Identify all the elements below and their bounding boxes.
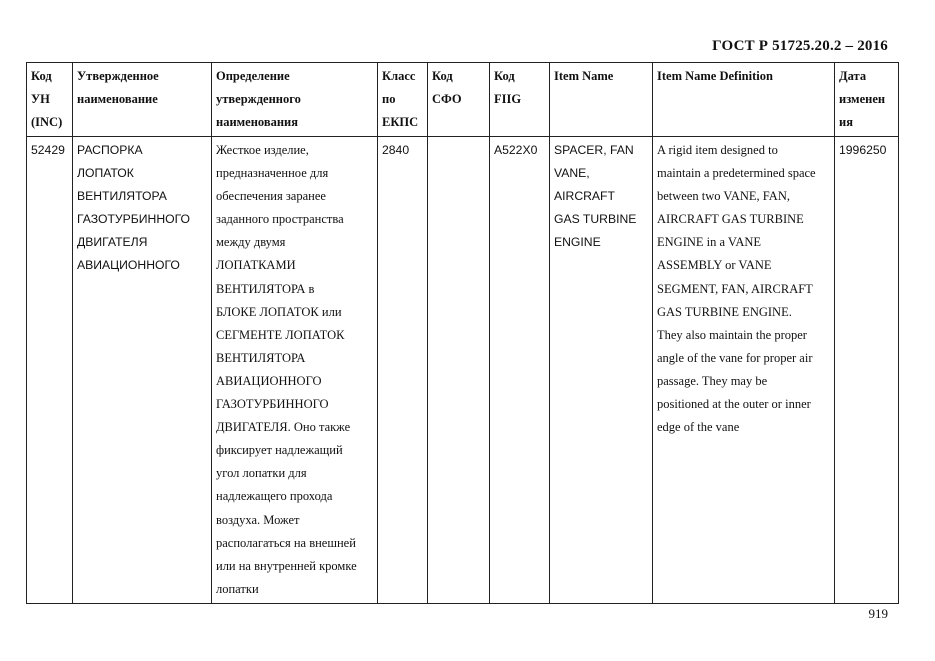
column-header-approved-name: Утвержденное наименование <box>73 63 212 137</box>
cell-approved-name: РАСПОРКА ЛОПАТОК ВЕНТИЛЯТОРА ГАЗОТУРБИННОГО ДВИГАТЕЛЯ АВИАЦИОННОГО <box>73 137 212 604</box>
cell-definition: Жесткое изделие, предназначенное для обеспечения заранее заданного пространства между двумя ЛОПАТКАМИ ВЕНТИЛЯТОРА в БЛОКЕ ЛОПАТОК или СЕГМЕНТЕ ЛОПАТОК ВЕНТИЛЯТОРА АВИАЦИОННОГО ГАЗОТУРБИННОГО ДВИГАТЕЛЯ. Оно также фиксирует надлежащий угол лопатки для надлежащего прохода воздуха. Может располагаться на внешней или на внутренней кромке лопатки <box>212 137 378 604</box>
cell-inc: 52429 <box>27 137 73 604</box>
column-header-fiig-code: Код FIIG <box>490 63 550 137</box>
column-header-change-date: Дата изменен ия <box>835 63 899 137</box>
cell-item-name-definition: A rigid item designed to maintain a predetermined space between two VANE, FAN, AIRCRAFT GAS TURBINE ENGINE in a VANE ASSEMBLY or VANE SEGMENT, FAN, AIRCRAFT GAS TURBINE ENGINE. They also maintain the proper angle of the vane for proper air passage. They may be positioned at the outer or inner edge of the vane <box>653 137 835 604</box>
column-header-item-name-definition: Item Name Definition <box>653 63 835 137</box>
document-standard-title: ГОСТ Р 51725.20.2 – 2016 <box>712 38 888 54</box>
cell-class: 2840 <box>378 137 428 604</box>
cell-item-name: SPACER, FAN VANE, AIRCRAFT GAS TURBINE ENGINE <box>550 137 653 604</box>
column-header-item-name: Item Name <box>550 63 653 137</box>
column-header-sfo-code: Код СФО <box>428 63 490 137</box>
page-number: 919 <box>868 606 888 621</box>
column-header-inc: Код УН (INC) <box>27 63 73 137</box>
cell-fiig-code: A522X0 <box>490 137 550 604</box>
column-header-class: Класс по ЕКПС <box>378 63 428 137</box>
table-header-row <box>27 63 899 137</box>
table-row <box>27 137 899 604</box>
cell-sfo-code <box>428 137 490 604</box>
column-header-definition: Определение утвержденного наименования <box>212 63 378 137</box>
cell-change-date: 1996250 <box>835 137 899 604</box>
nomenclature-table <box>26 62 899 604</box>
